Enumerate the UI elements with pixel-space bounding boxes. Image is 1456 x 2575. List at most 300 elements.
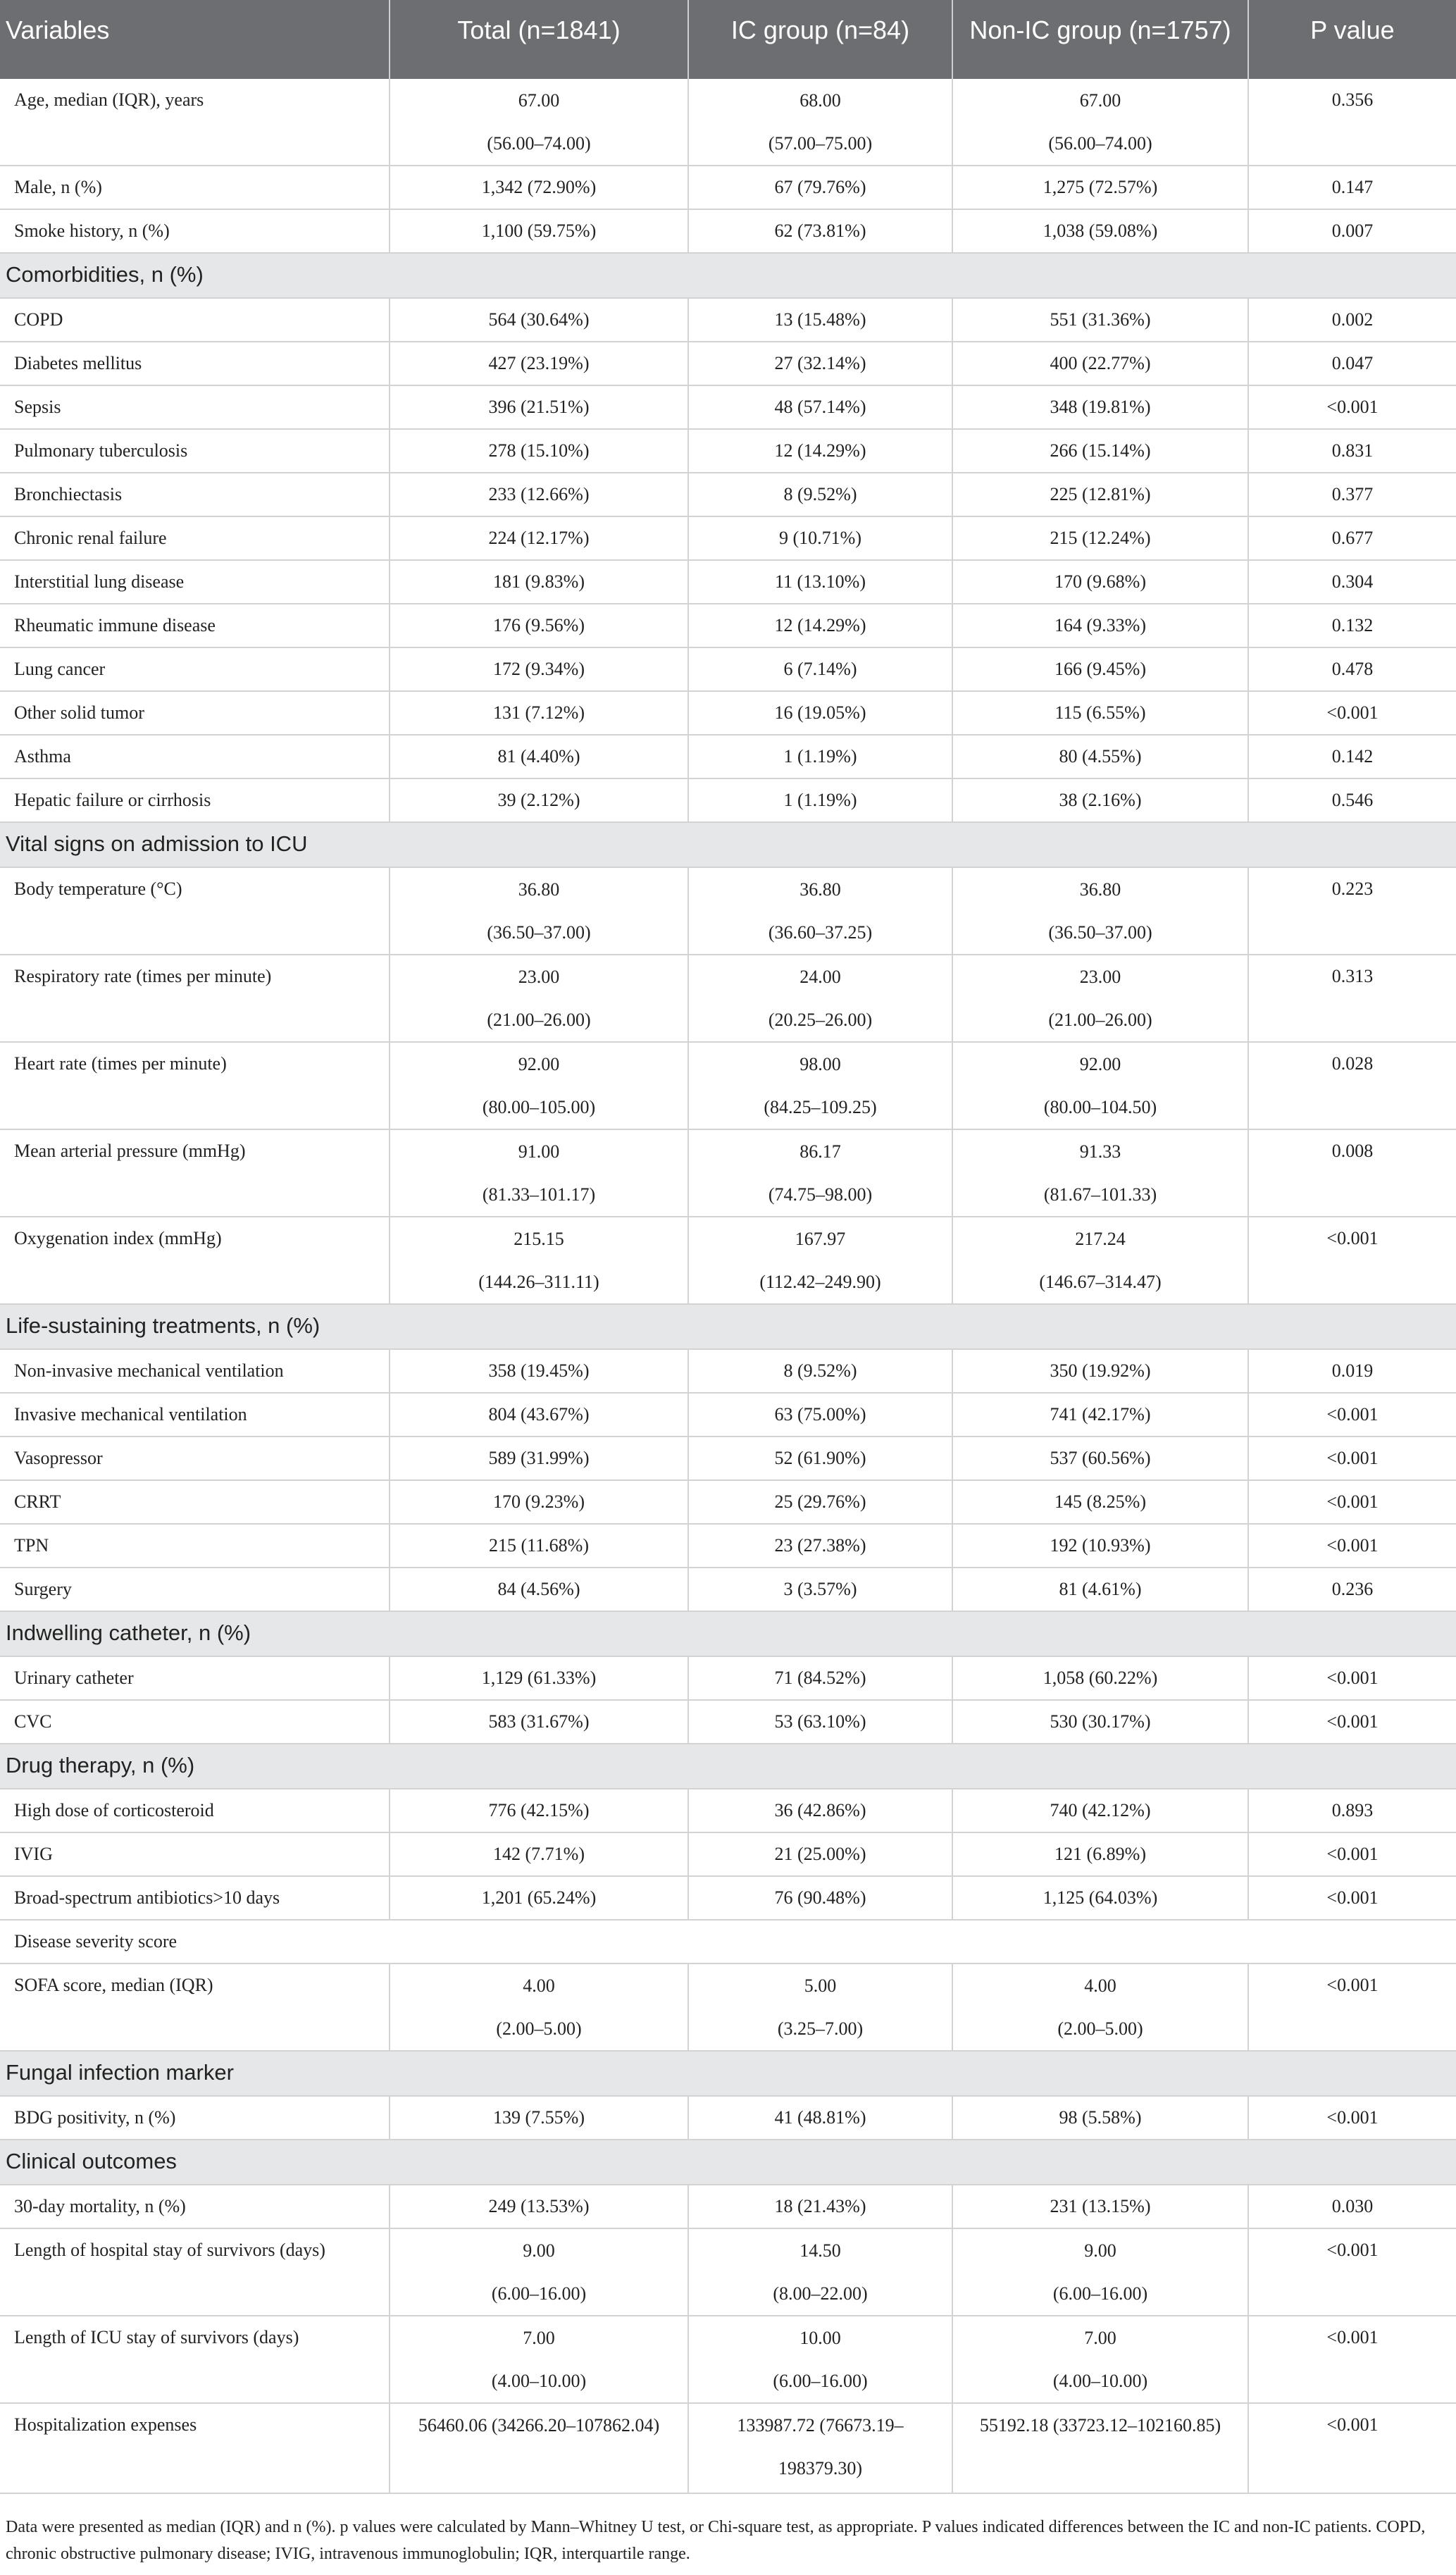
non-ic-group-cell-line: (81.67–101.33) — [1043, 1184, 1157, 1205]
total-cell-line: (4.00–10.00) — [491, 2371, 587, 2391]
non-ic-group-cell — [952, 1349, 1248, 1393]
total-cell-line: 583 (31.67%) — [488, 1711, 590, 1732]
p-value-cell: <0.001 — [1248, 2403, 1456, 2493]
non-ic-group-cell-line: 166 (9.45%) — [1054, 659, 1146, 679]
table-row — [0, 2185, 1456, 2228]
ic-group-cell — [688, 1129, 952, 1217]
ic-group-cell — [688, 778, 952, 822]
total-cell-line: 139 (7.55%) — [493, 2107, 585, 2128]
total-cell-line: 1,100 (59.75%) — [481, 221, 597, 241]
total-cell-line: 39 (2.12%) — [497, 790, 580, 810]
p-value-cell: <0.001 — [1248, 1963, 1456, 2051]
non-ic-group-cell — [952, 473, 1248, 516]
total-cell-line: 1,129 (61.33%) — [481, 1668, 597, 1688]
total-cell — [390, 429, 688, 473]
ic-group-cell — [688, 1568, 952, 1611]
variable-cell: TPN — [0, 1524, 390, 1568]
non-ic-group-cell-line: 115 (6.55%) — [1054, 702, 1146, 723]
total-cell-line: 224 (12.17%) — [488, 528, 590, 548]
variable-cell: SOFA score, median (IQR) — [0, 1963, 390, 2051]
table-row — [0, 1876, 1456, 1920]
p-value-cell: 0.007 — [1248, 209, 1456, 253]
total-cell — [390, 560, 688, 604]
total-cell — [390, 298, 688, 342]
variable-cell: Broad-spectrum antibiotics>10 days — [0, 1876, 390, 1920]
non-ic-group-cell — [952, 778, 1248, 822]
ic-group-cell — [688, 166, 952, 209]
ic-group-cell-line: 1 (1.19%) — [783, 790, 857, 810]
total-cell — [390, 2096, 688, 2140]
total-cell — [390, 1700, 688, 1744]
section-label: Vital signs on admission to ICU — [0, 822, 1456, 867]
section-row — [0, 1744, 1456, 1789]
ic-group-cell-line: 16 (19.05%) — [774, 702, 866, 723]
non-ic-group-cell-line: (80.00–104.50) — [1043, 1097, 1157, 1117]
non-ic-group-cell — [952, 867, 1248, 955]
table-row — [0, 1349, 1456, 1393]
ic-group-cell-line: (84.25–109.25) — [764, 1097, 877, 1117]
total-cell-line: 23.00 — [518, 967, 560, 987]
non-ic-group-cell-line: 4.00 — [1084, 1975, 1116, 1996]
ic-group-cell-line: (36.60–37.25) — [768, 922, 873, 943]
variable-cell: Pulmonary tuberculosis — [0, 429, 390, 473]
ic-group-cell-line: 1 (1.19%) — [783, 746, 857, 767]
p-value-cell: <0.001 — [1248, 1524, 1456, 1568]
variable-cell: Interstitial lung disease — [0, 560, 390, 604]
section-row — [0, 253, 1456, 298]
p-value-cell: 0.047 — [1248, 342, 1456, 385]
ic-group-cell-line: (8.00–22.00) — [773, 2283, 868, 2304]
non-ic-group-cell — [952, 1524, 1248, 1568]
non-ic-group-cell — [952, 1568, 1248, 1611]
total-cell — [390, 1217, 688, 1304]
p-value-cell: <0.001 — [1248, 691, 1456, 735]
table-row — [0, 1437, 1456, 1480]
non-ic-group-cell-line: (56.00–74.00) — [1048, 133, 1152, 154]
variable-cell: Rheumatic immune disease — [0, 604, 390, 647]
table-row — [0, 1789, 1456, 1832]
non-ic-group-cell-line: 1,125 (64.03%) — [1043, 1887, 1158, 1908]
total-cell — [390, 166, 688, 209]
non-ic-group-cell-line: 92.00 — [1079, 1054, 1121, 1074]
non-ic-group-cell — [952, 516, 1248, 560]
total-cell-line: (81.33–101.17) — [482, 1184, 596, 1205]
non-ic-group-cell-line: 23.00 — [1079, 967, 1121, 987]
ic-group-cell — [688, 560, 952, 604]
total-cell — [390, 2316, 688, 2403]
table-row — [0, 1480, 1456, 1524]
total-cell — [390, 1042, 688, 1129]
total-cell — [390, 1832, 688, 1876]
ic-group-cell — [688, 1963, 952, 2051]
ic-group-cell-line: 68.00 — [799, 90, 841, 111]
table-row — [0, 1042, 1456, 1129]
header-variables: Variables — [0, 0, 390, 79]
total-cell-line: 172 (9.34%) — [493, 659, 585, 679]
ic-group-cell — [688, 1789, 952, 1832]
section-row — [0, 1611, 1456, 1656]
p-value-cell: 0.677 — [1248, 516, 1456, 560]
ic-group-cell — [688, 2185, 952, 2228]
p-value-cell: <0.001 — [1248, 1480, 1456, 1524]
section-row — [0, 2051, 1456, 2096]
non-ic-group-cell — [952, 1700, 1248, 1744]
table-row — [0, 647, 1456, 691]
total-cell-line: 7.00 — [523, 2328, 555, 2348]
non-ic-group-cell-line: 67.00 — [1079, 90, 1121, 111]
variable-cell: Sepsis — [0, 385, 390, 429]
total-cell-line: 358 (19.45%) — [488, 1360, 590, 1381]
ic-group-cell — [688, 1656, 952, 1700]
p-value-cell: 0.132 — [1248, 604, 1456, 647]
total-cell-line: 84 (4.56%) — [497, 1579, 580, 1599]
p-value-cell: <0.001 — [1248, 1656, 1456, 1700]
ic-group-cell-line: 98.00 — [799, 1054, 841, 1074]
variable-cell: Non-invasive mechanical ventilation — [0, 1349, 390, 1393]
non-ic-group-cell-line: 350 (19.92%) — [1050, 1360, 1151, 1381]
variable-cell: 30-day mortality, n (%) — [0, 2185, 390, 2228]
non-ic-group-cell-line: 530 (30.17%) — [1050, 1711, 1151, 1732]
total-cell-line: (2.00–5.00) — [496, 2018, 582, 2039]
non-ic-group-cell — [952, 385, 1248, 429]
p-value-cell: 0.028 — [1248, 1042, 1456, 1129]
non-ic-group-cell — [952, 1042, 1248, 1129]
ic-group-cell — [688, 2228, 952, 2316]
non-ic-group-cell — [952, 1393, 1248, 1437]
ic-group-cell-line: 71 (84.52%) — [774, 1668, 866, 1688]
ic-group-cell-line: 13 (15.48%) — [774, 309, 866, 330]
total-cell — [390, 385, 688, 429]
non-ic-group-cell — [952, 298, 1248, 342]
ic-group-cell — [688, 385, 952, 429]
non-ic-group-cell-line: 164 (9.33%) — [1054, 615, 1146, 635]
total-cell-line: (6.00–16.00) — [491, 2283, 587, 2304]
table-row — [0, 342, 1456, 385]
section-label: Comorbidities, n (%) — [0, 253, 1456, 298]
ic-group-cell — [688, 1217, 952, 1304]
total-cell — [390, 79, 688, 166]
ic-group-cell-line: 3 (3.57%) — [783, 1579, 857, 1599]
ic-group-cell — [688, 1524, 952, 1568]
section-row — [0, 822, 1456, 867]
total-cell-line: 215 (11.68%) — [488, 1535, 589, 1556]
table-row — [0, 604, 1456, 647]
table-row — [0, 166, 1456, 209]
variable-cell: Surgery — [0, 1568, 390, 1611]
ic-group-cell — [688, 298, 952, 342]
variable-cell: CVC — [0, 1700, 390, 1744]
non-ic-group-cell-line: 91.33 — [1079, 1141, 1121, 1162]
total-cell-line: 249 (13.53%) — [488, 2196, 590, 2216]
non-ic-group-cell-line: 348 (19.81%) — [1050, 397, 1151, 417]
section-row — [0, 2140, 1456, 2185]
non-ic-group-cell — [952, 2316, 1248, 2403]
non-ic-group-cell-line: 1,275 (72.57%) — [1043, 177, 1158, 197]
p-value-cell: <0.001 — [1248, 2316, 1456, 2403]
non-ic-group-cell-line: 215 (12.24%) — [1050, 528, 1151, 548]
table-row — [0, 735, 1456, 778]
total-cell — [390, 1480, 688, 1524]
section-label: Drug therapy, n (%) — [0, 1744, 1456, 1789]
ic-group-cell-line: 8 (9.52%) — [783, 484, 857, 504]
non-ic-group-cell-line: 98 (5.58%) — [1059, 2107, 1142, 2128]
table-row — [0, 79, 1456, 166]
ic-group-cell-line: 25 (29.76%) — [774, 1491, 866, 1512]
total-cell — [390, 867, 688, 955]
non-ic-group-cell — [952, 735, 1248, 778]
p-value-cell: 0.546 — [1248, 778, 1456, 822]
non-ic-group-cell-line: 551 (31.36%) — [1050, 309, 1151, 330]
non-ic-group-cell — [952, 955, 1248, 1042]
header-total: Total (n=1841) — [390, 0, 688, 79]
total-cell-line: (56.00–74.00) — [487, 133, 591, 154]
total-cell-line: 776 (42.15%) — [488, 1800, 590, 1820]
variable-cell: CRRT — [0, 1480, 390, 1524]
ic-group-cell-line: 62 (73.81%) — [774, 221, 866, 241]
total-cell-line: 215.15 — [514, 1229, 564, 1249]
total-cell-line: 396 (21.51%) — [488, 397, 590, 417]
header-p-value: P value — [1310, 15, 1395, 44]
ic-group-cell — [688, 1700, 952, 1744]
table-row — [0, 1393, 1456, 1437]
table-footnote: Data were presented as median (IQR) and n (%). p values were calculated by Mann–Whitney U test, or Chi-square test, as appropriate. P values indicated differences between the IC and non-IC patients. COPD, chronic obstructive pulmonary disease; IVIG, intravenous immunoglobulin; IQR, interquartile range. — [6, 2518, 1426, 2563]
total-cell — [390, 473, 688, 516]
variable-cell: Diabetes mellitus — [0, 342, 390, 385]
table-row — [0, 955, 1456, 1042]
non-ic-group-cell — [952, 2096, 1248, 2140]
ic-group-cell — [688, 955, 952, 1042]
variable-cell: IVIG — [0, 1832, 390, 1876]
non-ic-group-cell-line: 81 (4.61%) — [1059, 1579, 1142, 1599]
non-ic-group-cell — [952, 166, 1248, 209]
non-ic-group-cell-line: 170 (9.68%) — [1054, 571, 1146, 592]
total-cell-line: 564 (30.64%) — [488, 309, 590, 330]
non-ic-group-cell-line: 1,058 (60.22%) — [1043, 1668, 1158, 1688]
ic-group-cell-line: 52 (61.90%) — [774, 1448, 866, 1468]
variable-cell: Smoke history, n (%) — [0, 209, 390, 253]
ic-group-cell — [688, 2316, 952, 2403]
non-ic-group-cell — [952, 1480, 1248, 1524]
total-cell — [390, 955, 688, 1042]
total-cell-line: 804 (43.67%) — [488, 1404, 590, 1425]
total-cell-line: 233 (12.66%) — [488, 484, 590, 504]
ic-group-cell-line: 8 (9.52%) — [783, 1360, 857, 1381]
total-cell-line: 1,201 (65.24%) — [481, 1887, 597, 1908]
table-row — [0, 2228, 1456, 2316]
non-ic-group-cell-line: 217.24 — [1075, 1229, 1126, 1249]
total-cell-line: 131 (7.12%) — [493, 702, 585, 723]
non-ic-group-cell-line: 741 (42.17%) — [1050, 1404, 1151, 1425]
variable-cell: Asthma — [0, 735, 390, 778]
ic-group-cell-line: 5.00 — [804, 1975, 837, 1996]
variable-cell: Length of hospital stay of survivors (days) — [0, 2228, 390, 2316]
p-value-cell: 0.893 — [1248, 1789, 1456, 1832]
total-cell — [390, 2228, 688, 2316]
total-cell — [390, 1129, 688, 1217]
non-ic-group-cell — [952, 1876, 1248, 1920]
non-ic-group-cell — [952, 560, 1248, 604]
total-cell-line: 181 (9.83%) — [493, 571, 585, 592]
ic-group-cell-line: 9 (10.71%) — [779, 528, 861, 548]
non-ic-group-cell-line: 36.80 — [1079, 879, 1121, 900]
ic-group-cell-line: 11 (13.10%) — [774, 571, 866, 592]
non-ic-group-cell — [952, 79, 1248, 166]
ic-group-cell — [688, 1437, 952, 1480]
ic-group-cell-line: (112.42–249.90) — [759, 1272, 881, 1292]
ic-group-cell-line: (74.75–98.00) — [768, 1184, 873, 1205]
p-value-cell: 0.236 — [1248, 1568, 1456, 1611]
non-ic-group-cell-line: (36.50–37.00) — [1048, 922, 1152, 943]
non-ic-group-cell — [952, 691, 1248, 735]
total-cell-line: 4.00 — [523, 1975, 555, 1996]
non-ic-group-cell — [952, 1789, 1248, 1832]
ic-group-cell-line: 12 (14.29%) — [774, 440, 866, 461]
total-cell — [390, 691, 688, 735]
ic-group-cell-line: 133987.72 (76673.19– — [737, 2415, 904, 2436]
ic-group-cell-line: (20.25–26.00) — [768, 1010, 873, 1030]
p-value-cell: 0.313 — [1248, 955, 1456, 1042]
total-cell — [390, 1568, 688, 1611]
ic-group-cell-line: 167.97 — [795, 1229, 846, 1249]
section-label: Fungal infection marker — [0, 2051, 1456, 2096]
p-value-cell: <0.001 — [1248, 1217, 1456, 1304]
table-row — [0, 1656, 1456, 1700]
total-cell — [390, 516, 688, 560]
non-ic-group-cell — [952, 2228, 1248, 2316]
p-value-cell: 0.831 — [1248, 429, 1456, 473]
total-cell-line: 176 (9.56%) — [493, 615, 585, 635]
non-ic-group-cell — [952, 1963, 1248, 2051]
ic-group-cell-line: 76 (90.48%) — [774, 1887, 866, 1908]
ic-group-cell-line: 63 (75.00%) — [774, 1404, 866, 1425]
non-ic-group-cell-line: 400 (22.77%) — [1050, 353, 1151, 373]
variable-cell: Oxygenation index (mmHg) — [0, 1217, 390, 1304]
ic-group-cell-line: 27 (32.14%) — [774, 353, 866, 373]
ic-group-cell-line: 6 (7.14%) — [783, 659, 857, 679]
non-ic-group-cell-line: 9.00 — [1084, 2240, 1116, 2261]
variable-cell: Heart rate (times per minute) — [0, 1042, 390, 1129]
variable-cell: Length of ICU stay of survivors (days) — [0, 2316, 390, 2403]
non-ic-group-cell — [952, 2185, 1248, 2228]
ic-group-cell-line: 36 (42.86%) — [774, 1800, 866, 1820]
total-cell-line: 56460.06 (34266.20–107862.04) — [418, 2415, 660, 2436]
table-row — [0, 516, 1456, 560]
total-cell — [390, 209, 688, 253]
total-cell-line: (21.00–26.00) — [487, 1010, 591, 1030]
p-value-cell: 0.142 — [1248, 735, 1456, 778]
non-ic-group-cell — [952, 429, 1248, 473]
ic-group-cell — [688, 735, 952, 778]
table-row — [0, 2316, 1456, 2403]
section-label: Disease severity score — [0, 1920, 1456, 1963]
non-ic-group-cell-line: 145 (8.25%) — [1054, 1491, 1146, 1512]
ic-group-cell-line: 23 (27.38%) — [774, 1535, 866, 1556]
total-cell — [390, 342, 688, 385]
non-ic-group-cell — [952, 647, 1248, 691]
total-cell — [390, 1963, 688, 2051]
variable-cell: Bronchiectasis — [0, 473, 390, 516]
section-label: Clinical outcomes — [0, 2140, 1456, 2185]
ic-group-cell — [688, 1349, 952, 1393]
non-ic-group-cell — [952, 1217, 1248, 1304]
p-value-cell: 0.008 — [1248, 1129, 1456, 1217]
total-cell — [390, 1524, 688, 1568]
table-row — [0, 429, 1456, 473]
ic-group-cell — [688, 691, 952, 735]
total-cell — [390, 2185, 688, 2228]
ic-group-cell — [688, 1042, 952, 1129]
non-ic-group-cell — [952, 1832, 1248, 1876]
p-value-cell: 0.478 — [1248, 647, 1456, 691]
ic-group-cell-line: 18 (21.43%) — [774, 2196, 866, 2216]
ic-group-cell-line: 198379.30) — [778, 2458, 863, 2478]
ic-group-cell-line: 48 (57.14%) — [774, 397, 866, 417]
total-cell-line: (144.26–311.11) — [478, 1272, 599, 1292]
variable-cell: Respiratory rate (times per minute) — [0, 955, 390, 1042]
table-body — [0, 79, 1456, 2493]
variable-cell: Age, median (IQR), years — [0, 79, 390, 166]
p-value-cell: <0.001 — [1248, 1393, 1456, 1437]
p-value-cell: <0.001 — [1248, 2228, 1456, 2316]
p-value-cell: 0.304 — [1248, 560, 1456, 604]
ic-group-cell — [688, 1876, 952, 1920]
ic-group-cell-line: 67 (79.76%) — [774, 177, 866, 197]
ic-group-cell-line: 41 (48.81%) — [774, 2107, 866, 2128]
total-cell-line: 589 (31.99%) — [488, 1448, 590, 1468]
total-cell-line: 427 (23.19%) — [488, 353, 590, 373]
table-row — [0, 385, 1456, 429]
ic-group-cell — [688, 2403, 952, 2493]
variable-cell: Hospitalization expenses — [0, 2403, 390, 2493]
table-row — [0, 691, 1456, 735]
table-row — [0, 1524, 1456, 1568]
ic-group-cell-line: (3.25–7.00) — [777, 2018, 864, 2039]
total-cell-line: 91.00 — [518, 1141, 560, 1162]
non-ic-group-cell — [952, 1129, 1248, 1217]
non-ic-group-cell — [952, 2403, 1248, 2493]
p-value-cell: <0.001 — [1248, 1876, 1456, 1920]
variable-cell: High dose of corticosteroid — [0, 1789, 390, 1832]
total-cell — [390, 735, 688, 778]
ic-group-cell — [688, 473, 952, 516]
p-value-cell: <0.001 — [1248, 1700, 1456, 1744]
p-value-cell: <0.001 — [1248, 385, 1456, 429]
variable-cell: Vasopressor — [0, 1437, 390, 1480]
table-header-row — [0, 0, 1456, 79]
non-ic-group-cell — [952, 1437, 1248, 1480]
table-row — [0, 1832, 1456, 1876]
total-cell — [390, 1656, 688, 1700]
variable-cell: Other solid tumor — [0, 691, 390, 735]
p-value-cell: 0.002 — [1248, 298, 1456, 342]
total-cell — [390, 2403, 688, 2493]
p-value-cell: 0.030 — [1248, 2185, 1456, 2228]
non-ic-group-cell-line: 1,038 (59.08%) — [1043, 221, 1158, 241]
total-cell-line: 36.80 — [518, 879, 560, 900]
ic-group-cell — [688, 79, 952, 166]
ic-group-cell — [688, 1480, 952, 1524]
ic-group-cell-line: 24.00 — [799, 967, 841, 987]
table-row — [0, 209, 1456, 253]
ic-group-cell-line: 14.50 — [799, 2240, 841, 2261]
non-ic-group-cell — [952, 342, 1248, 385]
section-label: Indwelling catheter, n (%) — [0, 1611, 1456, 1656]
table-row — [0, 1568, 1456, 1611]
non-ic-group-cell-line: 231 (13.15%) — [1050, 2196, 1151, 2216]
table-row — [0, 2096, 1456, 2140]
table-row — [0, 560, 1456, 604]
section-label: Life-sustaining treatments, n (%) — [0, 1304, 1456, 1349]
